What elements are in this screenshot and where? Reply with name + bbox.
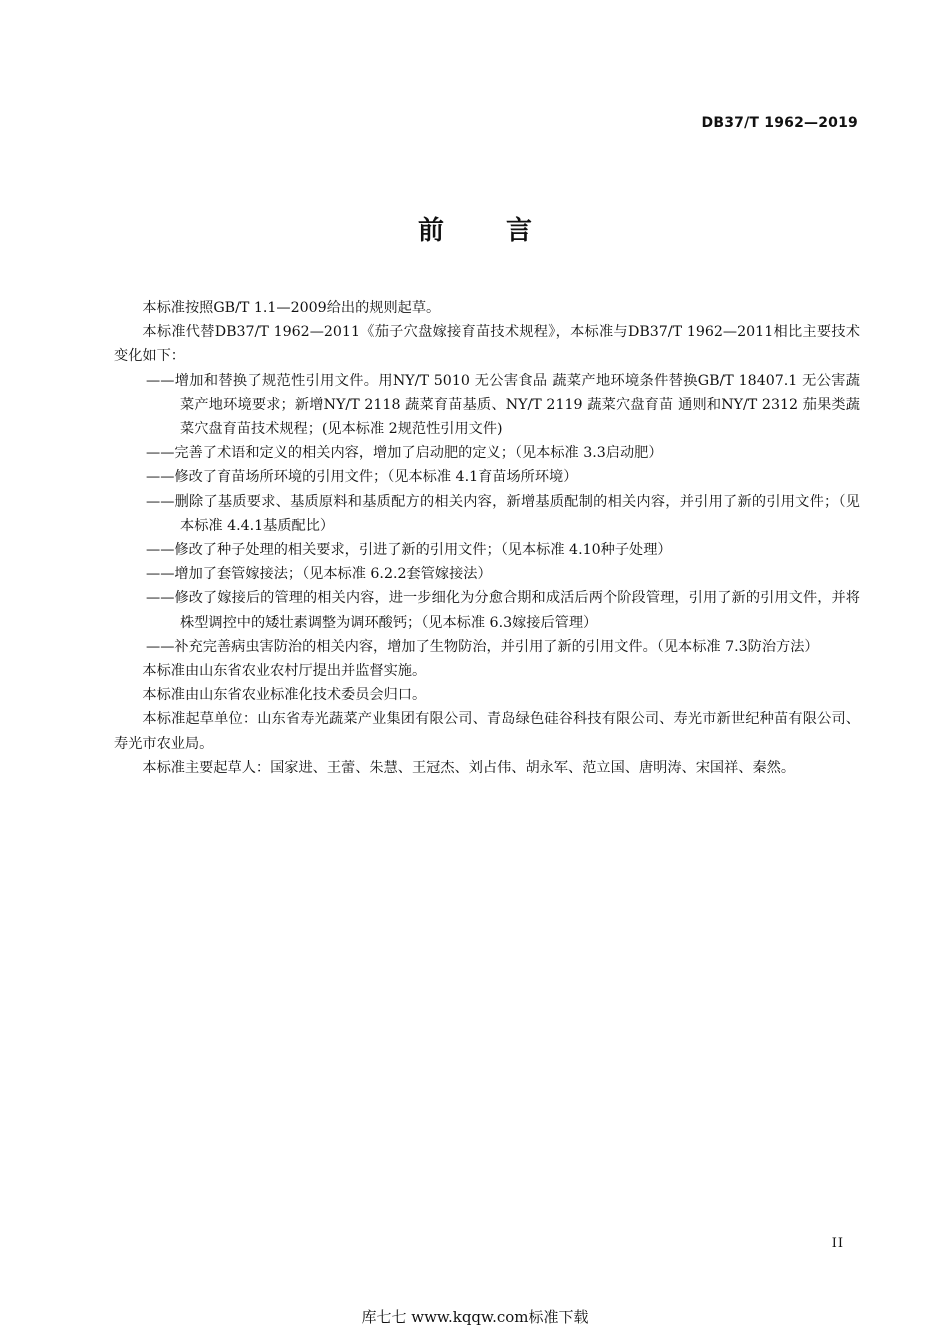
footer-watermark: 库七七 www.kqqw.com标准下载 [361,1308,589,1326]
list-item: ——修改了种子处理的相关要求，引进了新的引用文件；（见本标准 4.10种子处理） [146,542,672,559]
page-number: II [831,1236,844,1251]
paragraph: 本标准由山东省农业标准化技术委员会归口。 [142,687,427,704]
document-body [114,296,860,780]
list-item: ——删除了基质要求、基质原料和基质配方的相关内容，新增基质配制的相关内容，并引用了新的引用文件；（见本标准 4.4.1基质配比） [146,493,860,534]
paragraph: 本标准由山东省农业农村厅提出并监督实施。 [142,663,427,680]
list-item: ——增加了套管嫁接法；（见本标准 6.2.2套管嫁接法） [146,566,492,583]
title-char-2: 言 [506,216,533,246]
paragraph: 本标准按照GB/T 1.1—2009给出的规则起草。 [142,300,441,316]
page-title [0,210,950,247]
list-item: ——增加和替换了规范性引用文件。用NY/T 5010 无公害食品 蔬菜产地环境条件替换GB/T 18407.1 无公害蔬菜产地环境要求；新增NY/T 2118 蔬菜育苗基质、NY/T 2119 蔬菜穴盘育苗 通则和NY/T 2312 茄果类蔬菜穴盘育苗技术规程；(见本标准 2规范性引用文件) [146,372,860,438]
list-item: ——修改了育苗场所环境的引用文件；（见本标准 4.1育苗场所环境） [146,469,578,486]
list-item: ——补充完善病虫害防治的相关内容，增加了生物防治，并引用了新的引用文件。（见本标准 7.3防治方法） [146,638,819,655]
paragraph: 本标准主要起草人：国家进、王蕾、朱慧、王冠杰、刘占伟、胡永军、范立国、唐明涛、宋国祥、秦然。 [142,759,796,776]
paragraph: 本标准起草单位：山东省寿光蔬菜产业集团有限公司、青岛绿色硅谷科技有限公司、寿光市新世纪种苗有限公司、寿光市农业局。 [114,711,860,752]
paragraph: 本标准代替DB37/T 1962—2011《茄子穴盘嫁接育苗技术规程》，本标准与DB37/T 1962—2011相比主要技术变化如下： [114,324,860,365]
document-code: DB37/T 1962—2019 [701,115,858,131]
list-item: ——完善了术语和定义的相关内容，增加了启动肥的定义；（见本标准 3.3启动肥） [146,445,663,462]
list-item: ——修改了嫁接后的管理的相关内容，进一步细化为分愈合期和成活后两个阶段管理，引用了新的引用文件，并将株型调控中的矮壮素调整为调环酸钙；（见本标准 6.3嫁接后管理） [146,590,860,631]
title-char-1: 前 [417,216,444,246]
